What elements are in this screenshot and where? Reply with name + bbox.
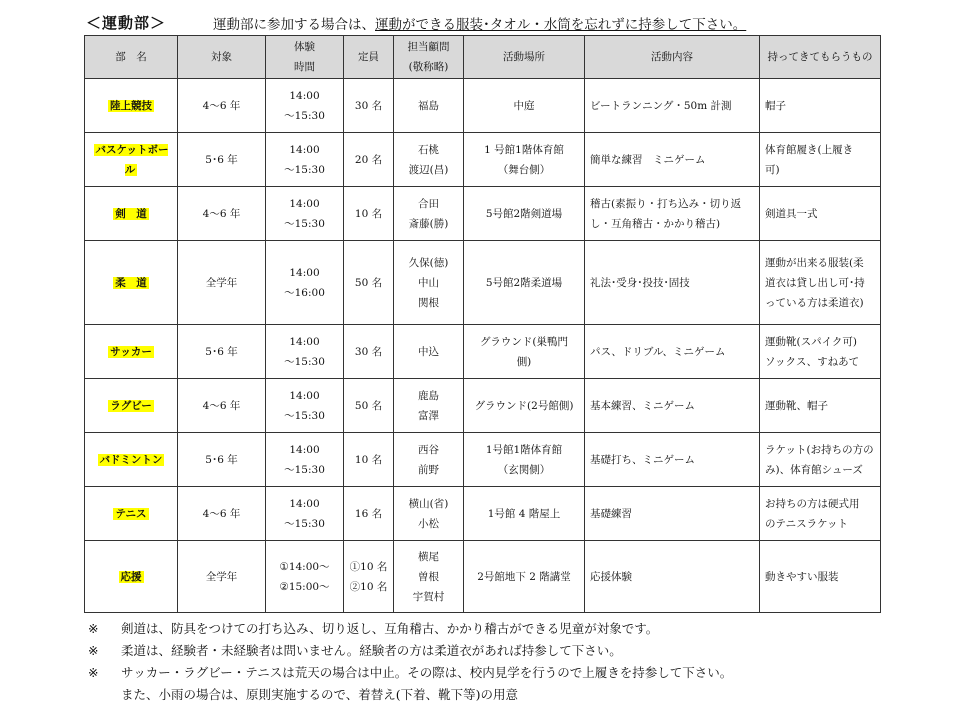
target-text: 5･6 年: [205, 153, 238, 166]
place-cell: [464, 325, 585, 379]
capacity-cell: [344, 433, 394, 487]
time-cell: [266, 133, 344, 187]
club-name-cell: [85, 241, 178, 325]
time-text: 14:00: [289, 197, 320, 210]
place-cell: [464, 379, 585, 433]
table-row: [85, 325, 881, 379]
club-name-cell: [85, 433, 178, 487]
club-name: 剣 道: [115, 207, 147, 220]
place-text: 2号館地下 2 階講堂: [477, 570, 571, 583]
club-name-cell: [85, 133, 178, 187]
note-item: [88, 684, 721, 706]
target-cell: [178, 541, 266, 613]
place-text: 1号館1階体育館: [485, 443, 563, 456]
place-text: （舞台側）: [497, 163, 551, 176]
time-cell: [266, 433, 344, 487]
place-cell: [464, 433, 585, 487]
activity-text: 稽古(素振り・打ち込み・切り返: [590, 197, 742, 210]
time-text: ～16:00: [284, 286, 325, 299]
target-text: 4～6 年: [202, 99, 241, 112]
bring-cell: [760, 79, 881, 133]
capacity-cell: [344, 187, 394, 241]
time-text: 14:00: [289, 335, 320, 348]
note-item: [88, 640, 721, 662]
time-text: ～15:30: [284, 217, 325, 230]
target-text: 4～6 年: [202, 507, 241, 520]
notice-underlined: 運動ができる服装･タオル・水筒を忘れずに持参して下さい。: [375, 17, 747, 33]
club-name: テニス: [115, 507, 147, 520]
place-text: 5号館2階剣道場: [485, 207, 563, 220]
note-mark: ※: [88, 621, 99, 636]
advisor-text: 前野: [418, 463, 439, 476]
note-text: サッカー・ラグビー・テニスは荒天の場合は中止。その際は、校内見学を行うので上履きを持参して下さい。: [121, 665, 733, 680]
advisor-text: 渡辺(昌): [408, 163, 449, 176]
time-text: ～15:30: [284, 517, 325, 530]
table-row: [85, 433, 881, 487]
bring-text: 道衣は貸し出し可･持: [765, 276, 865, 289]
table-header-row: [85, 36, 881, 79]
capacity-text: 50 名: [354, 276, 383, 289]
table-body: [85, 79, 881, 613]
table-row: [85, 379, 881, 433]
activity-cell: [585, 133, 760, 187]
advisor-text: 宇賀村: [412, 590, 445, 603]
time-text: ～15:30: [284, 163, 325, 176]
time-text: ～15:30: [284, 109, 325, 122]
club-name: バスケットボール: [95, 143, 169, 176]
target-cell: [178, 325, 266, 379]
place-cell: [464, 487, 585, 541]
club-name-cell: [85, 379, 178, 433]
header-activity: 活動内容: [585, 36, 760, 79]
place-cell: [464, 133, 585, 187]
place-text: 1 号館1階体育館: [484, 143, 564, 156]
capacity-cell: [344, 133, 394, 187]
place-cell: [464, 241, 585, 325]
advisor-cell: [394, 487, 464, 541]
time-cell: [266, 79, 344, 133]
capacity-text: 30 名: [354, 345, 383, 358]
club-name: ラグビー: [110, 399, 152, 412]
place-text: グラウンド(巣鴨門: [479, 335, 569, 348]
bring-cell: [760, 187, 881, 241]
advisor-cell: [394, 187, 464, 241]
bring-text: ラケット(お持ちの方の: [765, 443, 874, 456]
bring-text: のテニスラケット: [765, 517, 849, 530]
activity-cell: [585, 541, 760, 613]
advisor-cell: [394, 541, 464, 613]
table-row: [85, 541, 881, 613]
target-cell: [178, 487, 266, 541]
target-cell: [178, 79, 266, 133]
activity-cell: [585, 187, 760, 241]
capacity-text: ②10 名: [349, 580, 388, 593]
capacity-cell: [344, 325, 394, 379]
notice-prefix: 運動部に参加する場合は、: [213, 17, 375, 33]
activity-text: 基礎練習: [590, 507, 632, 520]
target-cell: [178, 433, 266, 487]
activity-text: パス、ドリブル、ミニゲーム: [590, 345, 726, 358]
advisor-text: 横尾: [418, 550, 439, 563]
time-text: ～15:30: [284, 355, 325, 368]
time-cell: [266, 379, 344, 433]
time-text: ～15:30: [284, 463, 325, 476]
club-name: サッカー: [110, 345, 152, 358]
club-name: 陸上競技: [110, 99, 152, 112]
place-text: グラウンド(2号館側): [474, 399, 574, 412]
activity-cell: [585, 379, 760, 433]
table-row: [85, 187, 881, 241]
activity-text: ビートランニング・50m 計測: [590, 99, 732, 112]
bring-text: 体育館履き(上履き: [765, 143, 854, 156]
bring-text: っている方は柔道衣): [765, 296, 864, 309]
bring-text: 運動靴(スパイク可): [765, 335, 857, 348]
advisor-text: 鹿島: [418, 389, 439, 402]
place-text: 5号館2階柔道場: [485, 276, 563, 289]
advisor-text: 小松: [418, 517, 439, 530]
note-item: [88, 618, 721, 640]
capacity-cell: [344, 241, 394, 325]
place-text: 中庭: [513, 99, 535, 112]
time-cell: [266, 187, 344, 241]
time-cell: [266, 241, 344, 325]
header-time: 体験 時間: [266, 36, 344, 79]
capacity-cell: [344, 541, 394, 613]
target-cell: [178, 241, 266, 325]
place-cell: [464, 541, 585, 613]
advisor-text: 富澤: [418, 409, 439, 422]
advisor-text: 石桃: [418, 143, 439, 156]
activity-cell: [585, 487, 760, 541]
capacity-text: ①10 名: [349, 560, 388, 573]
advisor-text: 福島: [418, 99, 439, 112]
club-table: [84, 35, 881, 613]
header-capacity: 定員: [344, 36, 394, 79]
target-text: 4～6 年: [202, 207, 241, 220]
header-target: 対象: [178, 36, 266, 79]
advisor-cell: [394, 79, 464, 133]
capacity-text: 30 名: [354, 99, 383, 112]
advisor-text: 横山(省): [408, 497, 449, 510]
table-row: [85, 79, 881, 133]
header-advisor: 担当顧問 (敬称略): [394, 36, 464, 79]
advisor-cell: [394, 433, 464, 487]
bring-text: 剣道具一式: [765, 207, 818, 220]
bring-text: 動きやすい服装: [765, 570, 839, 583]
club-name-cell: [85, 487, 178, 541]
time-text: 14:00: [289, 143, 320, 156]
time-text: 14:00: [289, 443, 320, 456]
time-text: 14:00: [289, 497, 320, 510]
capacity-cell: [344, 487, 394, 541]
activity-cell: [585, 325, 760, 379]
time-text: 14:00: [289, 266, 320, 279]
note-item: [88, 662, 733, 684]
target-text: 5･6 年: [205, 345, 238, 358]
target-cell: [178, 133, 266, 187]
advisor-cell: [394, 325, 464, 379]
time-cell: [266, 541, 344, 613]
capacity-text: 10 名: [354, 207, 383, 220]
capacity-text: 50 名: [354, 399, 383, 412]
capacity-text: 16 名: [354, 507, 383, 520]
activity-cell: [585, 79, 760, 133]
bring-cell: [760, 433, 881, 487]
club-name: 応援: [120, 570, 142, 583]
club-name-cell: [85, 541, 178, 613]
club-name-cell: [85, 325, 178, 379]
capacity-cell: [344, 379, 394, 433]
bring-cell: [760, 241, 881, 325]
note-mark: ※: [88, 665, 99, 680]
place-cell: [464, 79, 585, 133]
activity-text: 基礎打ち、ミニゲーム: [590, 453, 695, 466]
club-name: バドミントン: [99, 453, 163, 466]
advisor-text: 久保(徳): [408, 256, 449, 269]
time-text: ～15:30: [284, 409, 325, 422]
advisor-text: 中山: [418, 276, 439, 289]
time-text: 14:00: [289, 89, 320, 102]
advisor-text: 斎藤(勝): [408, 217, 449, 230]
header-club: 部 名: [85, 36, 178, 79]
advisor-cell: [394, 241, 464, 325]
time-text: 14:00: [289, 389, 320, 402]
note-text: 柔道は、経験者・未経験者は問いません。経験者の方は柔道衣があれば持参して下さい。: [121, 643, 622, 658]
advisor-cell: [394, 379, 464, 433]
table-row: [85, 487, 881, 541]
note-text: また、小雨の場合は、原則実施するので、着替え(下着、靴下等)の用意: [121, 687, 519, 702]
activity-text: 応援体験: [590, 570, 632, 583]
bring-cell: [760, 541, 881, 613]
capacity-cell: [344, 79, 394, 133]
club-name-cell: [85, 187, 178, 241]
target-text: 5･6 年: [205, 453, 238, 466]
table-row: [85, 133, 881, 187]
activity-text: し・互角稽古・かかり稽古): [590, 217, 721, 230]
target-text: 全学年: [205, 276, 238, 289]
activity-text: 基本練習、ミニゲーム: [590, 399, 695, 412]
bring-cell: [760, 325, 881, 379]
header-place: 活動場所: [464, 36, 585, 79]
target-text: 4～6 年: [202, 399, 241, 412]
bring-text: 可): [765, 163, 780, 176]
notice-text: [213, 13, 747, 33]
capacity-text: 20 名: [354, 153, 383, 166]
place-text: （玄関側）: [497, 463, 551, 476]
bring-text: ソックス、すねあて: [765, 355, 860, 368]
note-text: 剣道は、防具をつけての打ち込み、切り返し、互角稽古、かかり稽古ができる児童が対象です。: [121, 621, 659, 636]
bring-cell: [760, 487, 881, 541]
activity-text: 礼法･受身･投技･固技: [590, 276, 690, 289]
time-text: ①14:00～: [279, 560, 330, 573]
bring-cell: [760, 133, 881, 187]
note-mark: ※: [88, 643, 99, 658]
bring-text: 運動靴、帽子: [765, 399, 828, 412]
advisor-text: 合田: [418, 197, 439, 210]
activity-cell: [585, 241, 760, 325]
notes: [88, 618, 733, 706]
activity-cell: [585, 433, 760, 487]
target-cell: [178, 187, 266, 241]
bring-text: 運動が出来る服装(柔: [765, 256, 864, 269]
bring-text: お持ちの方は硬式用: [765, 497, 860, 510]
bring-cell: [760, 379, 881, 433]
advisor-cell: [394, 133, 464, 187]
time-text: ②15:00～: [279, 580, 330, 593]
capacity-text: 10 名: [354, 453, 383, 466]
bring-text: 帽子: [765, 99, 786, 112]
activity-text: 簡単な練習 ミニゲーム: [590, 153, 706, 166]
club-name-cell: [85, 79, 178, 133]
advisor-text: 中込: [418, 345, 439, 358]
place-cell: [464, 187, 585, 241]
advisor-text: 西谷: [418, 443, 439, 456]
club-name: 柔 道: [115, 276, 147, 289]
target-cell: [178, 379, 266, 433]
advisor-text: 曽根: [418, 570, 439, 583]
bring-text: み)、体育館シューズ: [765, 463, 863, 476]
advisor-text: 関根: [418, 296, 439, 309]
table-row: [85, 241, 881, 325]
target-text: 全学年: [205, 570, 238, 583]
place-text: 側): [516, 355, 532, 368]
time-cell: [266, 487, 344, 541]
header-bring: 持ってきてもらうもの: [760, 36, 881, 79]
place-text: 1号館 4 階屋上: [487, 507, 561, 520]
time-cell: [266, 325, 344, 379]
section-title: ＜運動部＞: [86, 14, 167, 32]
